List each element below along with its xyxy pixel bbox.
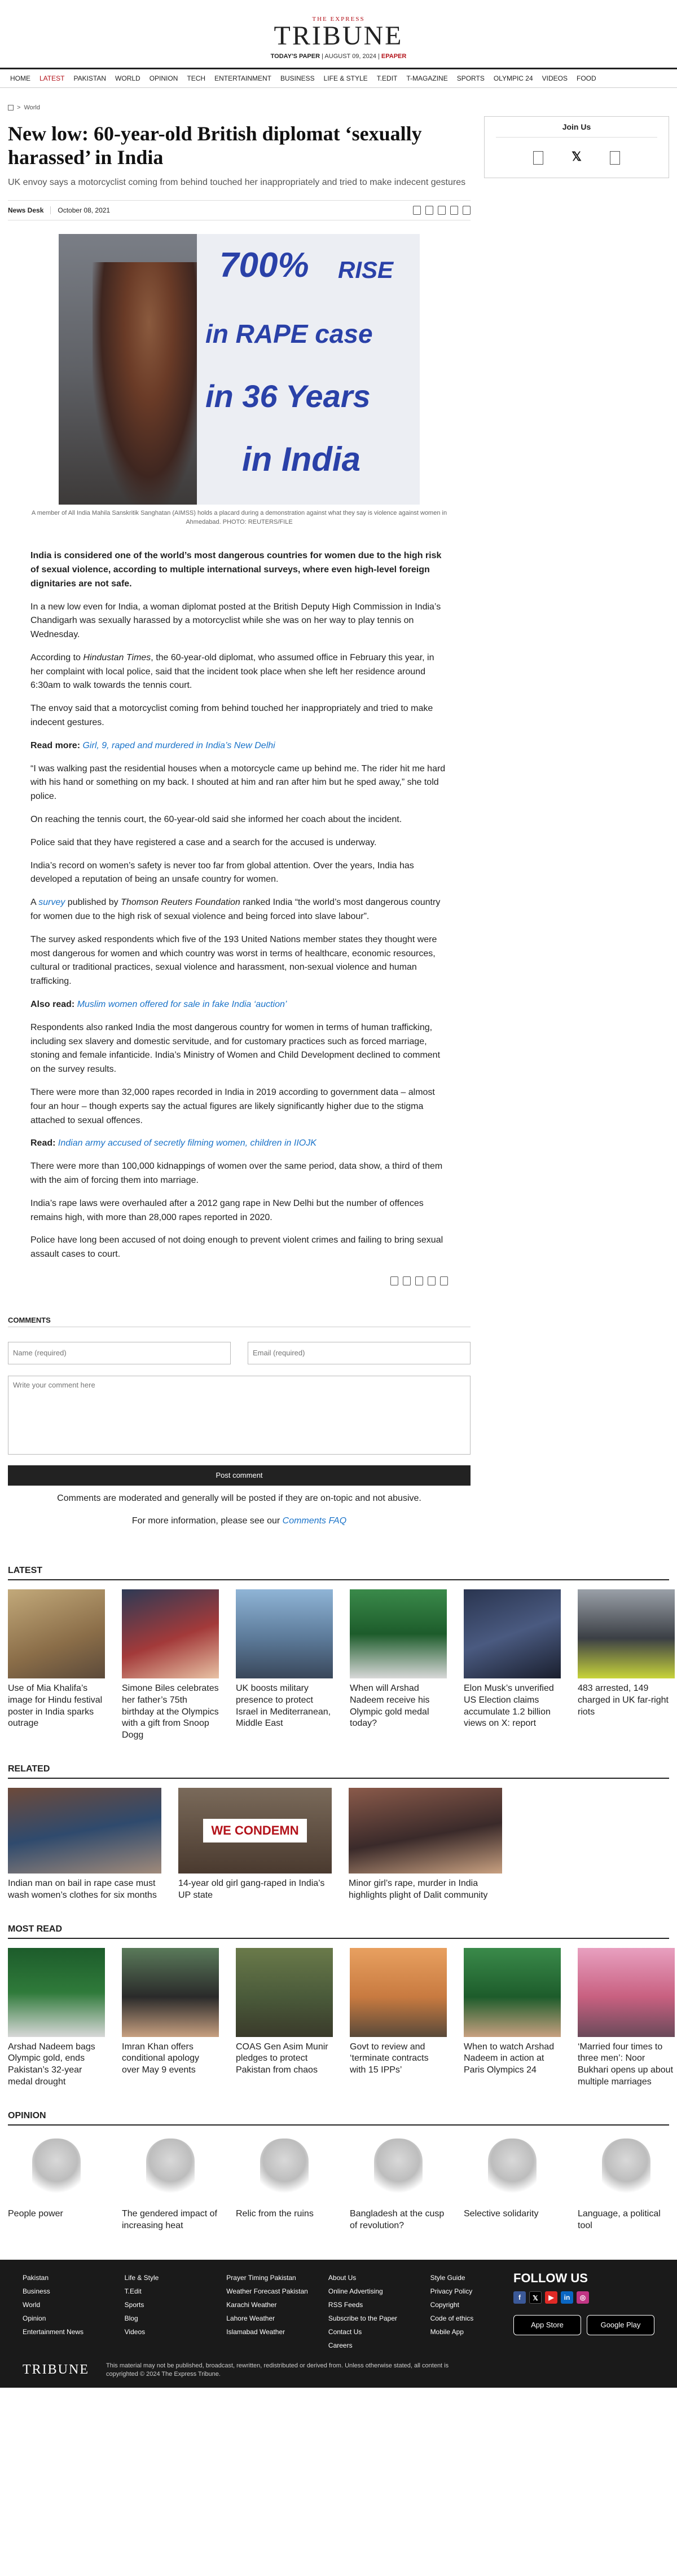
also-read: Also read: Muslim women offered for sale in fake India ‘auction’ — [30, 1000, 287, 1010]
footer-col-3 — [226, 2271, 328, 2352]
most-read-headline[interactable]: Arshad Nadeem bags Olympic gold, ends Pakistan’s 32-year medal drought — [8, 2042, 95, 2087]
opinion-card[interactable] — [578, 2135, 675, 2232]
latest-headline[interactable]: Simone Biles celebrates her father’s 75th birthday at the Olympics with a gift from Snoop Dogg — [122, 1683, 219, 1740]
footer-link[interactable]: Subscribe to the Paper — [328, 2314, 397, 2323]
latest-section — [0, 1566, 677, 1742]
most-read-headline[interactable]: COAS Gen Asim Munir pledges to protect Pakistan from chaos — [236, 2042, 328, 2075]
related-heading: RELATED — [8, 1764, 669, 1779]
nav-life-style[interactable]: LIFE & STYLE — [323, 74, 368, 82]
author[interactable]: News Desk — [8, 206, 51, 214]
footer-col-1 — [23, 2271, 125, 2352]
opinion-headline[interactable]: Language, a political tool — [578, 2208, 661, 2230]
latest-card[interactable] — [8, 1589, 105, 1742]
nav-entertainment[interactable]: ENTERTAINMENT — [214, 74, 271, 82]
nav-tech[interactable]: TECH — [187, 74, 206, 82]
most-read-thumb[interactable] — [578, 1948, 675, 2037]
read-more: Read more: Girl, 9, raped and murdered in India’s New Delhi — [30, 740, 275, 750]
most-read-card[interactable] — [578, 1948, 675, 2088]
footer-link[interactable]: Sports — [124, 2301, 144, 2309]
opinion-section — [0, 2111, 677, 2232]
opinion-card[interactable] — [464, 2135, 561, 2232]
most-read-thumb[interactable] — [8, 1948, 105, 2037]
opinion-headline[interactable]: The gendered impact of increasing heat — [122, 2208, 217, 2230]
linkedin-share-icon[interactable] — [428, 1276, 436, 1285]
read: Read: Indian army accused of secretly filming women, children in IIOJK — [30, 1138, 316, 1148]
footer-link[interactable]: Contact Us — [328, 2328, 362, 2336]
placard: 700% RISE in RAPE case in 36 Years in India — [197, 234, 420, 505]
related-thumb[interactable] — [349, 1788, 502, 1874]
most-read-heading: MOST READ — [8, 1924, 669, 1939]
footer-link[interactable]: T.Edit — [124, 2287, 142, 2296]
comments-heading: COMMENTS — [8, 1316, 471, 1327]
date-bar: TODAY'S PAPER | AUGUST 09, 2024 | EPAPER — [270, 53, 407, 60]
related-card[interactable] — [349, 1788, 502, 1902]
latest-heading: LATEST — [8, 1566, 669, 1580]
article-body — [8, 549, 471, 1262]
breadcrumb-section[interactable]: World — [24, 104, 40, 111]
byline — [8, 200, 471, 220]
email-share-icon[interactable] — [440, 1276, 448, 1285]
latest-thumb[interactable] — [350, 1589, 447, 1678]
photo-caption: A member of All India Mahila Sanskritik Sanghatan (AIMSS) holds a placard during a demonstration against what they say is violence against women in Ahmedabad. PHOTO: REUTERS/FILE — [31, 510, 447, 525]
youtube-icon[interactable]: ▶ — [545, 2291, 557, 2304]
article-figure — [8, 234, 471, 527]
nav-opinion[interactable]: OPINION — [149, 74, 178, 82]
x-share-icon[interactable] — [425, 206, 433, 215]
comment-textarea[interactable] — [8, 1376, 471, 1455]
latest-card[interactable] — [350, 1589, 447, 1742]
most-read-card[interactable] — [8, 1948, 105, 2088]
columnist-avatar[interactable] — [578, 2135, 675, 2205]
footer-col-5 — [430, 2271, 508, 2352]
related-thumb[interactable] — [8, 1788, 161, 1874]
facebook-share-icon[interactable] — [390, 1276, 398, 1285]
latest-thumb[interactable] — [8, 1589, 105, 1678]
survey-link[interactable]: survey — [38, 898, 65, 908]
opinion-card[interactable] — [350, 2135, 447, 2232]
site-footer — [0, 2260, 677, 2388]
home-icon[interactable] — [8, 105, 14, 111]
columnist-avatar[interactable] — [8, 2135, 105, 2205]
latest-card[interactable] — [578, 1589, 675, 1742]
paragraph: India’s record on women’s safety is never too far from global attention. Over the years, India has developed a reputation of being an unsafe country for women. — [30, 860, 414, 885]
columnist-avatar[interactable] — [122, 2135, 219, 2205]
footer-link[interactable]: Mobile App — [430, 2328, 464, 2336]
most-read-headline[interactable]: ‘Married four times to three men’: Noor Bukhari opens up about multiple marriages — [578, 2042, 674, 2087]
nav-tedit[interactable]: T.EDIT — [376, 74, 398, 82]
most-read-thumb[interactable] — [236, 1948, 333, 2037]
footer-link[interactable]: Opinion — [23, 2314, 46, 2323]
email-input[interactable] — [248, 1342, 471, 1364]
article — [8, 116, 471, 1526]
footer-link[interactable]: World — [23, 2301, 41, 2309]
footer-col-2 — [125, 2271, 227, 2352]
latest-headline[interactable]: 483 arrested, 149 charged in UK far-right riots — [578, 1683, 669, 1717]
most-read-card[interactable] — [350, 1948, 447, 2088]
most-read-thumb[interactable] — [464, 1948, 561, 2037]
read-more-link[interactable]: Girl, 9, raped and murdered in India’s New Delhi — [82, 740, 275, 750]
footer-logo[interactable]: TRIBUNE — [23, 2362, 89, 2378]
linkedin-share-icon[interactable] — [450, 206, 458, 215]
footer-link[interactable]: Code of ethics — [430, 2314, 474, 2323]
nav-pakistan[interactable]: PAKISTAN — [73, 74, 107, 82]
most-read-thumb[interactable] — [122, 1948, 219, 2037]
footer-link[interactable]: Pakistan — [23, 2274, 49, 2282]
paragraph: There were more than 100,000 kidnappings of women over the same period, data show, a third of them with the aim of forcing them into marriage. — [30, 1161, 443, 1185]
paragraph: On reaching the tennis court, the 60-year-old said she informed her coach about the incident. — [30, 815, 402, 825]
name-input[interactable] — [8, 1342, 231, 1364]
opinion-headline[interactable]: Relic from the ruins — [236, 2208, 314, 2219]
latest-card[interactable] — [122, 1589, 219, 1742]
most-read-card[interactable] — [236, 1948, 333, 2088]
latest-card[interactable] — [464, 1589, 561, 1742]
instagram-icon[interactable]: ◎ — [577, 2291, 589, 2304]
epaper-link[interactable]: EPAPER — [381, 53, 407, 60]
most-read-card[interactable] — [122, 1948, 219, 2088]
copyright: This material may not be published, broadcast, rewritten, redistributed or derived from. Unless otherwise stated, all content is copyrighted © 2024 The Express Tribune. — [106, 2362, 449, 2378]
footer-link[interactable]: Careers — [328, 2341, 353, 2350]
most-read-headline[interactable]: Govt to review and ‘terminate contracts with 15 IPPs’ — [350, 2042, 429, 2075]
todays-paper-link[interactable]: TODAY'S PAPER — [270, 53, 320, 60]
instagram-icon[interactable] — [610, 151, 620, 165]
google-play-badge[interactable]: Google Play — [587, 2315, 654, 2335]
latest-thumb[interactable] — [578, 1589, 675, 1678]
footer-link[interactable]: Style Guide — [430, 2274, 465, 2282]
main-nav — [0, 68, 677, 88]
join-us-box — [484, 116, 669, 178]
paragraph: Police said that they have registered a case and a search for the accused is underway. — [30, 837, 377, 847]
footer-col-4 — [328, 2271, 430, 2352]
latest-card[interactable] — [236, 1589, 333, 1742]
x-icon[interactable]: 𝕏 — [572, 149, 582, 164]
opinion-heading: OPINION — [8, 2111, 669, 2126]
footer-link[interactable]: Videos — [124, 2328, 146, 2336]
related-headline[interactable]: Minor girl’s rape, murder in India highlights plight of Dalit community — [349, 1878, 488, 1900]
x-icon[interactable]: 𝕏 — [529, 2291, 542, 2304]
comments-section — [8, 1316, 471, 1526]
latest-headline[interactable]: Elon Musk’s unverified US Election claims accumulate 1.2 billion views on X: report — [464, 1683, 554, 1729]
read-link[interactable]: Indian army accused of secretly filming women, children in IIOJK — [58, 1138, 316, 1148]
opinion-headline[interactable]: People power — [8, 2208, 63, 2219]
moderation-note: Comments are moderated and generally will be posted if they are on-topic and not abusive. — [57, 1493, 421, 1503]
nav-latest[interactable]: LATEST — [39, 74, 65, 82]
related-card[interactable] — [178, 1788, 332, 1902]
footer-link[interactable]: RSS Feeds — [328, 2301, 363, 2309]
footer-link[interactable]: Business — [23, 2287, 50, 2296]
facebook-icon[interactable] — [533, 151, 543, 165]
article-title: New low: 60-year-old British diplomat ‘sexually harassed’ in India — [8, 122, 422, 169]
breadcrumb: > World — [0, 88, 677, 116]
paragraph: In a new low even for India, a woman diplomat posted at the British Deputy High Commission in India’s Chandigarh was sexually harassed by a motorcyclist while she was on her way to play tennis on Wednesday. — [30, 602, 441, 640]
related-card[interactable] — [8, 1788, 161, 1902]
footer-link[interactable]: Life & Style — [124, 2274, 159, 2282]
most-read-thumb[interactable] — [350, 1948, 447, 2037]
related-headline[interactable]: 14-year old girl gang-raped in India’s UP state — [178, 1878, 325, 1900]
nav-business[interactable]: BUSINESS — [280, 74, 315, 82]
most-read-headline[interactable]: When to watch Arshad Nadeem in action at Paris Olympics 24 — [464, 2042, 555, 2075]
paragraph: A survey published by Thomson Reuters Foundation ranked India “the world’s most dangerous country for women due to the high risk of sexual violence and being forced into slave labour”. — [30, 898, 441, 922]
facebook-icon[interactable]: f — [513, 2291, 526, 2304]
post-comment-button[interactable]: Post comment — [8, 1465, 471, 1486]
columnist-avatar[interactable] — [464, 2135, 561, 2205]
comments-faq-link[interactable]: Comments FAQ — [282, 1515, 347, 1526]
opinion-headline[interactable]: Bangladesh at the cusp of revolution? — [350, 2208, 445, 2230]
footer-link[interactable]: Islamabad Weather — [226, 2328, 285, 2336]
footer-link[interactable]: Copyright — [430, 2301, 459, 2309]
app-store-badge[interactable]: App Store — [513, 2315, 581, 2335]
footer-link[interactable]: About Us — [328, 2274, 357, 2282]
follow-heading: FOLLOW US — [513, 2271, 588, 2286]
footer-link[interactable]: Privacy Policy — [430, 2287, 473, 2296]
latest-thumb[interactable] — [122, 1589, 219, 1678]
related-thumb[interactable] — [178, 1788, 332, 1874]
nav-videos[interactable]: VIDEOS — [542, 74, 568, 82]
share-bar-bottom — [8, 1271, 471, 1293]
facebook-share-icon[interactable] — [413, 206, 421, 215]
nav-olympic[interactable]: OLYMPIC 24 — [493, 74, 533, 82]
paragraph: “I was walking past the residential houses when a motorcycle came up behind me. The rider hit me hard with his hand or something on my back. I shouted at him and ran after him but he sped away,” she told police. — [30, 763, 446, 802]
lead-paragraph: India is considered one of the world’s most dangerous countries for women due to the high risk of sexual violence, according to multiple international surveys, where even high-level foreign dignitaries are not safe. — [30, 551, 442, 589]
current-date: AUGUST 09, 2024 — [324, 53, 376, 60]
latest-headline[interactable]: Use of Mia Khalifa’s image for Hindu festival poster in India sparks outrage — [8, 1683, 103, 1729]
related-headline[interactable]: Indian man on bail in rape case must wash women’s clothes for six months — [8, 1878, 157, 1900]
opinion-headline[interactable]: Selective solidarity — [464, 2208, 539, 2219]
masthead — [0, 0, 677, 68]
columnist-avatar[interactable] — [350, 2135, 447, 2205]
x-share-icon[interactable] — [403, 1276, 411, 1285]
footer-link[interactable]: Blog — [124, 2314, 138, 2323]
footer-link[interactable]: Online Advertising — [328, 2287, 383, 2296]
opinion-card[interactable] — [8, 2135, 105, 2232]
publish-date: October 08, 2021 — [58, 206, 111, 215]
paragraph: The envoy said that a motorcyclist coming from behind touched her inappropriately and tried to make indecent gestures. — [30, 704, 433, 728]
nav-food[interactable]: FOOD — [577, 74, 596, 82]
paragraph: There were more than 32,000 rapes recorded in India in 2019 according to government data – almost four an hour – though experts say the actual figures are likely significantly higher due to the stigma attached to sexual offences. — [30, 1088, 435, 1125]
paragraph: Respondents also ranked India the most dangerous country for women in terms of human trafficking, including sex slavery and domestic servitude, and for customary practices such as forced marriage, stoning and female infanticide. India’s Ministry of Women and Child Development declined to comment on the survey results. — [30, 1022, 441, 1075]
sidebar — [484, 116, 669, 1526]
footer-link[interactable]: Weather Forecast Pakistan — [226, 2287, 308, 2296]
latest-headline[interactable]: UK boosts military presence to protect Israel in Mediterranean, Middle East — [236, 1683, 331, 1729]
follow-us — [513, 2271, 654, 2352]
protester-figure — [93, 262, 205, 505]
logo-kicker: THE EXPRESS — [312, 16, 365, 23]
latest-headline[interactable]: When will Arshad Nadeem receive his Olympic gold medal today? — [350, 1683, 430, 1729]
nav-home[interactable]: HOME — [10, 74, 30, 82]
latest-thumb[interactable] — [464, 1589, 561, 1678]
share-bar — [413, 206, 471, 215]
columnist-avatar[interactable] — [236, 2135, 333, 2205]
join-us-label: Join Us — [496, 122, 657, 138]
latest-thumb[interactable] — [236, 1589, 333, 1678]
footer-link[interactable]: Lahore Weather — [226, 2314, 275, 2323]
article-excerpt: UK envoy says a motorcyclist coming from behind touched her inappropriately and tried to make indecent gestures — [8, 177, 466, 187]
related-section — [0, 1764, 677, 1902]
opinion-card[interactable] — [236, 2135, 333, 2232]
email-share-icon[interactable] — [463, 206, 471, 215]
paragraph: Police have long been accused of not doing enough to prevent violent crimes and failing to bring sexual assault cases to court. — [30, 1235, 443, 1260]
nav-tmagazine[interactable]: T-MAGAZINE — [406, 74, 448, 82]
site-logo[interactable]: TRIBUNE — [274, 21, 403, 51]
paragraph: The survey asked respondents which five of the 193 United Nations member states they thought were most dangerous for women and which country was worst in terms of healthcare, economic resources, cultural or traditional practices, sexual violence and harassment, non-sexual violence and human trafficking. — [30, 934, 437, 987]
footer-link[interactable]: Prayer Timing Pakistan — [226, 2274, 296, 2282]
whatsapp-share-icon[interactable] — [438, 206, 446, 215]
nav-world[interactable]: WORLD — [115, 74, 140, 82]
paragraph: According to Hindustan Times, the 60-year-old diplomat, who assumed office in February this year, in her complaint with local police, said that the incident took place when she left her residence around 6:30am to walk towards the tennis court. — [30, 652, 434, 691]
most-read-section — [0, 1924, 677, 2088]
nav-sports[interactable]: SPORTS — [456, 74, 485, 82]
faq-note: For more information, please see our Comments FAQ — [131, 1515, 347, 1526]
opinion-card[interactable] — [122, 2135, 219, 2232]
footer-link[interactable]: Entertainment News — [23, 2328, 84, 2336]
paragraph: India’s rape laws were overhauled after a 2012 gang rape in New Delhi but the number of offences remains high, with more than 28,000 rapes reported in 2020. — [30, 1198, 424, 1222]
footer-link[interactable]: Karachi Weather — [226, 2301, 277, 2309]
related-sign: WE CONDEMN — [203, 1819, 306, 1842]
linkedin-icon[interactable]: in — [561, 2291, 573, 2304]
most-read-card[interactable] — [464, 1948, 561, 2088]
whatsapp-share-icon[interactable] — [415, 1276, 423, 1285]
article-photo — [59, 234, 420, 505]
also-read-link[interactable]: Muslim women offered for sale in fake India ‘auction’ — [77, 1000, 287, 1010]
most-read-headline[interactable]: Imran Khan offers conditional apology over May 9 events — [122, 2042, 199, 2075]
